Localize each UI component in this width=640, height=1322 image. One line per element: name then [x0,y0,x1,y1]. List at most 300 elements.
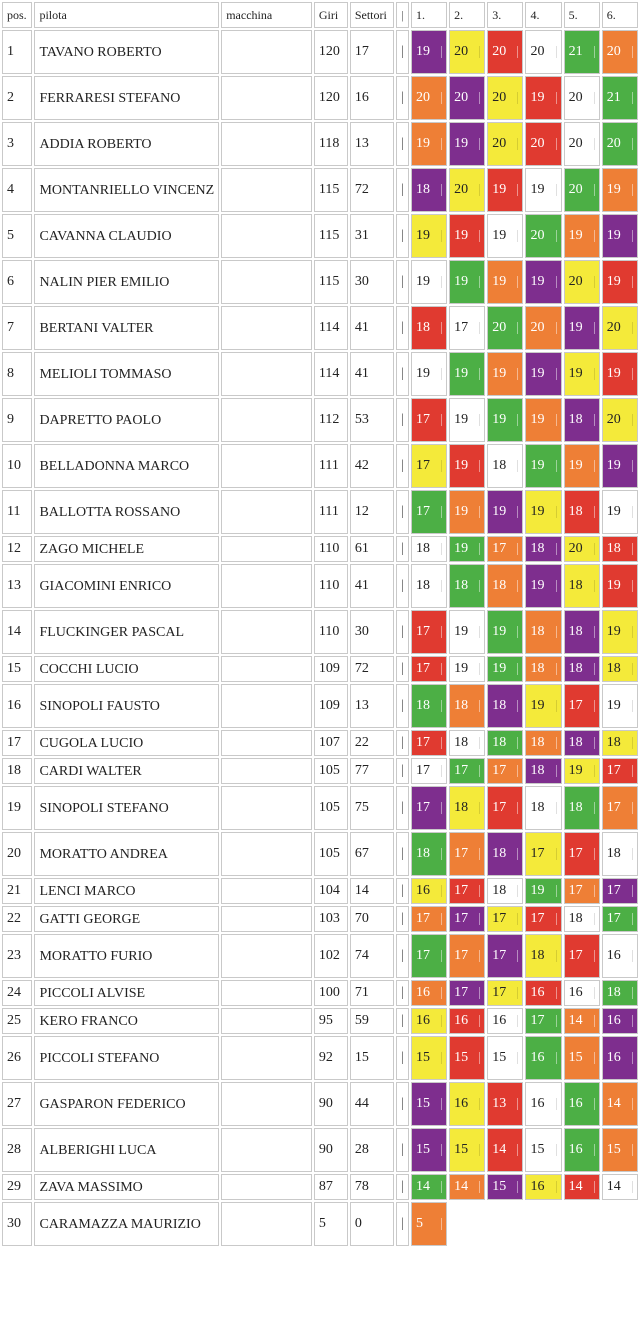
lap-value: 19 [530,274,545,289]
header-col-6: 6. [602,2,638,28]
lap-cell-2 [449,730,485,756]
lap-cell-content [416,90,442,106]
row-pos: 18 [2,758,32,784]
lap-cell-3 [487,122,523,166]
row-separator: | [396,30,409,74]
lap-cell-6 [602,878,638,904]
table-row [2,1008,638,1034]
row-pos: 15 [2,656,32,682]
lap-cell-1 [411,30,447,74]
lap-cell-2 [449,1036,485,1080]
lap-cell-content [416,846,442,862]
row-car [221,1082,312,1126]
lap-cell-1 [411,1202,447,1246]
lap-value: 17 [415,911,430,926]
cell-divider [479,885,480,897]
row-separator: | [396,490,409,534]
lap-cell-3 [487,1082,523,1126]
lap-cell-content [569,883,595,899]
lap-value: 18 [530,541,545,556]
lap-value: 19 [606,698,621,713]
lap-cell-content [607,412,633,428]
lap-value: 17 [415,948,430,963]
lap-value: 21 [606,90,621,105]
cell-divider [517,580,518,592]
cell-divider [441,92,442,104]
cell-divider [594,230,595,242]
row-settori: 28 [350,1128,394,1172]
lap-cell-content [454,541,480,557]
row-separator: | [396,934,409,978]
row-car [221,656,312,682]
lap-cell-1 [411,934,447,978]
cell-divider [479,184,480,196]
lap-value: 19 [415,228,430,243]
lap-cell-1 [411,260,447,304]
cell-divider [594,580,595,592]
lap-value: 19 [415,136,430,151]
cell-divider [441,663,442,675]
row-settori: 0 [350,1202,394,1246]
row-separator: | [396,786,409,830]
row-settori: 44 [350,1082,394,1126]
lap-cell-4 [525,1082,561,1126]
row-pilot-name: SINOPOLI FAUSTO [34,684,219,728]
lap-cell-5 [564,730,600,756]
lap-cell-content [492,228,518,244]
lap-value: 18 [606,735,621,750]
cell-divider [632,580,633,592]
row-pilot-name: PICCOLI STEFANO [34,1036,219,1080]
lap-value: 18 [454,698,469,713]
lap-cell-1 [411,536,447,562]
lap-value: 14 [454,1179,469,1194]
lap-value: 16 [606,1050,621,1065]
row-separator: | [396,684,409,728]
row-pos: 27 [2,1082,32,1126]
lap-cell-content [416,985,442,1001]
row-settori: 70 [350,906,394,932]
lap-cell-3 [487,1036,523,1080]
cell-divider [632,46,633,58]
row-separator: | [396,444,409,488]
lap-value: 19 [454,624,469,639]
lap-value: 18 [568,661,583,676]
table-row [2,730,638,756]
row-pos: 3 [2,122,32,166]
row-settori: 30 [350,260,394,304]
lap-cell-content [416,1013,442,1029]
lap-cell-content [416,948,442,964]
cell-divider [556,737,557,749]
lap-value: 18 [530,624,545,639]
lap-value: 17 [492,948,507,963]
lap-cell-content [530,763,556,779]
cell-divider [594,276,595,288]
cell-divider [479,765,480,777]
lap-cell-2 [449,76,485,120]
lap-cell-1 [411,306,447,350]
cell-divider [556,230,557,242]
cell-divider [441,848,442,860]
row-car [221,786,312,830]
lap-cell-3 [487,684,523,728]
row-pos: 25 [2,1008,32,1034]
row-settori: 74 [350,934,394,978]
row-settori: 53 [350,398,394,442]
lap-cell-content [530,985,556,1001]
lap-value: 18 [568,911,583,926]
lap-value: 19 [606,274,621,289]
cell-divider [556,460,557,472]
row-settori: 78 [350,1174,394,1200]
row-giri: 118 [314,122,348,166]
lap-value: 19 [492,661,507,676]
row-separator: | [396,76,409,120]
row-car [221,878,312,904]
lap-value: 18 [492,735,507,750]
cell-divider [479,138,480,150]
row-settori: 59 [350,1008,394,1034]
lap-value: 19 [606,578,621,593]
table-row [2,398,638,442]
row-car [221,260,312,304]
lap-value: 18 [415,541,430,556]
row-separator: | [396,1128,409,1172]
cell-divider [441,414,442,426]
lap-cell-1 [411,1008,447,1034]
lap-cell-content [530,1013,556,1029]
lap-value: 18 [492,698,507,713]
row-settori: 41 [350,564,394,608]
lap-cell-4 [525,76,561,120]
lap-cell-content [416,136,442,152]
row-giri: 107 [314,730,348,756]
lap-cell-content [454,624,480,640]
lap-cell-2 [449,610,485,654]
lap-cell-content [607,228,633,244]
table-row [2,934,638,978]
lap-value: 19 [530,578,545,593]
row-pos: 17 [2,730,32,756]
lap-value: 18 [568,412,583,427]
cell-divider [594,885,595,897]
row-pilot-name: COCCHI LUCIO [34,656,219,682]
lap-value: 18 [454,578,469,593]
row-giri: 105 [314,832,348,876]
row-pilot-name: BELLADONNA MARCO [34,444,219,488]
lap-cell-content [454,763,480,779]
lap-cell-1 [411,906,447,932]
row-pilot-name: CARAMAZZA MAURIZIO [34,1202,219,1246]
cell-divider [479,987,480,999]
lap-cell-1 [411,730,447,756]
lap-value: 19 [492,624,507,639]
cell-divider [556,802,557,814]
lap-cell-content [416,578,442,594]
cell-divider [517,184,518,196]
cell-divider [479,460,480,472]
cell-divider [556,414,557,426]
lap-value: 15 [454,1142,469,1157]
lap-cell-content [492,735,518,751]
lap-cell-content [569,504,595,520]
table-row [2,122,638,166]
cell-divider [594,184,595,196]
cell-divider [517,913,518,925]
lap-cell-content [569,698,595,714]
row-car [221,1174,312,1200]
cell-divider [441,737,442,749]
lap-cell-content [454,948,480,964]
cell-divider [632,276,633,288]
row-car [221,934,312,978]
lap-value: 20 [530,228,545,243]
row-separator: | [396,656,409,682]
lap-cell-3 [487,352,523,396]
row-separator: | [396,832,409,876]
lap-cell-3 [487,832,523,876]
results-table-body [2,2,638,1246]
lap-cell-content [492,763,518,779]
lap-cell-2 [449,656,485,682]
table-row [2,76,638,120]
cell-divider [594,92,595,104]
cell-divider [632,1052,633,1064]
lap-cell-content [492,182,518,198]
lap-value: 18 [530,800,545,815]
row-pos: 11 [2,490,32,534]
lap-cell-2 [449,878,485,904]
lap-cell-content [607,1179,633,1195]
lap-cell-3 [487,260,523,304]
lap-cell-2 [449,758,485,784]
lap-cell-5 [564,878,600,904]
cell-divider [517,1098,518,1110]
row-pos: 19 [2,786,32,830]
lap-cell-content [530,320,556,336]
row-settori: 77 [350,758,394,784]
cell-divider [594,765,595,777]
row-giri: 90 [314,1128,348,1172]
lap-value: 17 [492,763,507,778]
cell-divider [594,322,595,334]
row-giri: 115 [314,214,348,258]
lap-value: 16 [568,1096,583,1111]
row-pos: 20 [2,832,32,876]
lap-value: 17 [454,846,469,861]
row-pilot-name: TAVANO ROBERTO [34,30,219,74]
lap-value: 15 [568,1050,583,1065]
lap-cell-4 [525,934,561,978]
lap-cell-4 [525,1128,561,1172]
lap-cell-5 [564,1174,600,1200]
lap-cell-1 [411,76,447,120]
lap-value: 19 [492,182,507,197]
lap-cell-content [492,541,518,557]
row-giri: 95 [314,1008,348,1034]
lap-cell-content [454,735,480,751]
row-separator: | [396,260,409,304]
lap-value: 14 [606,1179,621,1194]
lap-cell-content [607,985,633,1001]
lap-cell-5 [564,536,600,562]
row-giri: 111 [314,444,348,488]
row-car [221,980,312,1006]
cell-divider [517,230,518,242]
row-pos: 12 [2,536,32,562]
cell-divider [632,1015,633,1027]
cell-divider [479,1052,480,1064]
lap-value: 16 [454,1013,469,1028]
lap-value: 17 [568,948,583,963]
table-row [2,168,638,212]
lap-cell-5 [564,168,600,212]
lap-cell-1 [411,168,447,212]
lap-cell-content [454,366,480,382]
cell-divider [517,848,518,860]
row-separator: | [396,352,409,396]
row-pilot-name: MELIOLI TOMMASO [34,352,219,396]
empty-cell [602,1202,638,1246]
table-row [2,490,638,534]
header-row [2,2,638,28]
lap-cell-content [530,228,556,244]
lap-cell-6 [602,30,638,74]
cell-divider [632,506,633,518]
row-separator: | [396,214,409,258]
lap-cell-5 [564,980,600,1006]
cell-divider [594,626,595,638]
lap-cell-content [530,948,556,964]
lap-cell-content [530,911,556,927]
lap-value: 19 [415,366,430,381]
row-separator: | [396,906,409,932]
lap-cell-content [492,274,518,290]
cell-divider [441,913,442,925]
row-car [221,1128,312,1172]
lap-value: 20 [454,90,469,105]
lap-cell-4 [525,260,561,304]
lap-value: 20 [415,90,430,105]
row-giri: 112 [314,398,348,442]
lap-value: 17 [454,883,469,898]
cell-divider [479,276,480,288]
lap-value: 16 [415,985,430,1000]
lap-cell-2 [449,260,485,304]
lap-value: 17 [568,846,583,861]
lap-cell-4 [525,536,561,562]
cell-divider [556,1181,557,1193]
row-giri: 102 [314,934,348,978]
lap-cell-1 [411,398,447,442]
lap-cell-2 [449,352,485,396]
lap-value: 19 [606,458,621,473]
lap-cell-2 [449,832,485,876]
cell-divider [441,626,442,638]
lap-cell-5 [564,306,600,350]
lap-cell-content [530,274,556,290]
lap-cell-2 [449,398,485,442]
lap-value: 19 [606,504,621,519]
table-row [2,1202,638,1246]
lap-cell-content [607,763,633,779]
table-row [2,564,638,608]
cell-divider [556,138,557,150]
lap-cell-3 [487,168,523,212]
lap-cell-content [416,228,442,244]
row-car [221,1008,312,1034]
lap-cell-content [530,44,556,60]
lap-cell-1 [411,758,447,784]
lap-cell-5 [564,786,600,830]
lap-cell-2 [449,980,485,1006]
row-settori: 72 [350,168,394,212]
cell-divider [556,506,557,518]
row-separator: | [396,1008,409,1034]
cell-divider [632,322,633,334]
row-giri: 114 [314,352,348,396]
lap-cell-2 [449,1082,485,1126]
table-row [2,656,638,682]
cell-divider [594,913,595,925]
lap-value: 20 [530,136,545,151]
lap-cell-1 [411,832,447,876]
row-pos: 13 [2,564,32,608]
lap-cell-2 [449,490,485,534]
lap-cell-4 [525,730,561,756]
row-pilot-name: GATTI GEORGE [34,906,219,932]
table-row [2,260,638,304]
lap-cell-1 [411,980,447,1006]
lap-value: 19 [492,366,507,381]
lap-value: 18 [492,458,507,473]
row-settori: 72 [350,656,394,682]
lap-value: 17 [454,911,469,926]
lap-cell-6 [602,656,638,682]
lap-value: 16 [530,1050,545,1065]
row-giri: 104 [314,878,348,904]
cell-divider [517,322,518,334]
lap-cell-content [492,985,518,1001]
lap-cell-1 [411,610,447,654]
lap-cell-4 [525,352,561,396]
lap-cell-content [492,948,518,964]
lap-cell-content [569,366,595,382]
cell-divider [517,414,518,426]
cell-divider [556,1052,557,1064]
lap-value: 20 [492,136,507,151]
lap-cell-content [454,1142,480,1158]
lap-value: 20 [530,320,545,335]
cell-divider [441,1218,442,1230]
cell-divider [556,184,557,196]
lap-cell-1 [411,656,447,682]
lap-cell-content [416,735,442,751]
lap-cell-content [492,136,518,152]
row-pilot-name: BALLOTTA ROSSANO [34,490,219,534]
lap-cell-content [569,90,595,106]
lap-cell-content [569,661,595,677]
row-giri: 109 [314,656,348,682]
row-separator: | [396,610,409,654]
row-pilot-name: SINOPOLI STEFANO [34,786,219,830]
lap-cell-1 [411,490,447,534]
lap-cell-content [416,182,442,198]
row-car [221,352,312,396]
row-giri: 115 [314,168,348,212]
lap-cell-3 [487,878,523,904]
